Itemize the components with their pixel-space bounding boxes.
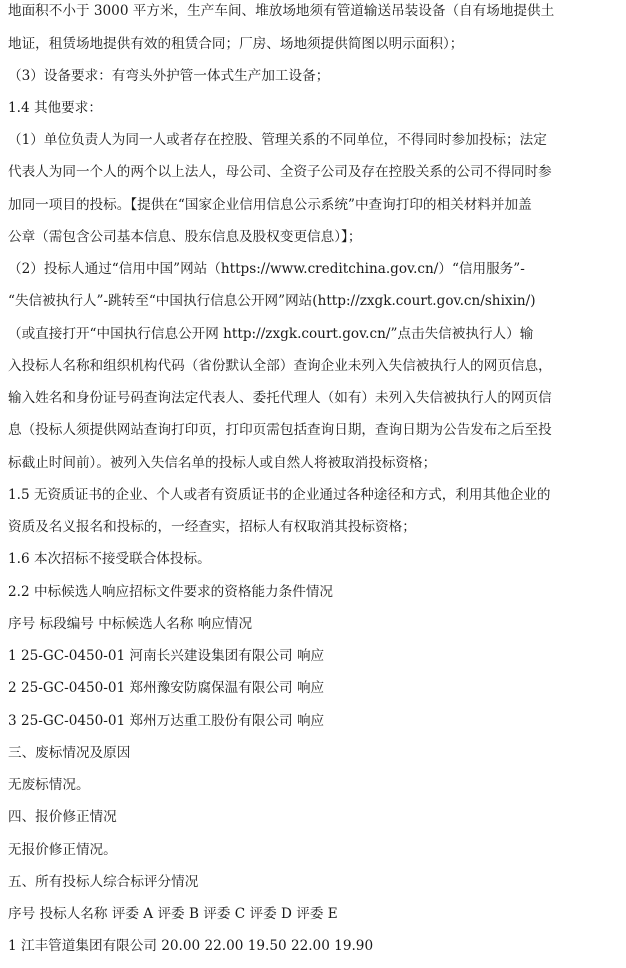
- text-line-6: 代表人为同一个人的两个以上法人，母公司、全资子公司及存在控股关系的公司不得同时参: [8, 164, 552, 180]
- text-line-2: 地证，租赁场地提供有效的租赁合同；厂房、场地须提供简图以明示面积）；: [8, 36, 464, 52]
- text-line-17: 资质及名义报名和投标的，一经查实，招标人有权取消其投标资格；: [8, 519, 416, 535]
- section-heading-4: 四、报价修正情况: [8, 809, 117, 825]
- candidate-row-3: 3 25-GC-0450-01 郑州万达重工股份有限公司 响应: [8, 713, 325, 729]
- candidate-row-1: 1 25-GC-0450-01 河南长兴建设集团有限公司 响应: [8, 648, 325, 664]
- text-line-3: （3）设备要求：有弯头外护管一体式生产加工设备；: [8, 68, 330, 84]
- text-line-14: 息（投标人须提供网站查询打印页，打印页需包括查询日期，查询日期为公告发布之后至投: [8, 422, 552, 438]
- section-heading-3: 三、废标情况及原因: [8, 745, 131, 761]
- text-line-12: 入投标人名称和组织机构代码（省份默认全部）查询企业未列入失信被执行人的网页信息，: [8, 358, 552, 374]
- text-line-9: （2）投标人通过“信用中国”网站（https://www.creditchina.gov.cn/）“信用服务”-: [8, 261, 525, 277]
- text-line-7: 加同一项目的投标。【提供在“国家企业信用信息公示系统”中查询打印的相关材料并加盖: [8, 197, 532, 213]
- text-no-rejected-bids: 无废标情况。: [8, 777, 90, 793]
- text-line-16: 1.5 无资质证书的企业、个人或者有资质证书的企业通过各种途径和方式，利用其他企业的: [8, 487, 551, 503]
- score-row-1: 1 江丰管道集团有限公司 20.00 22.00 19.50 22.00 19.90: [8, 938, 374, 954]
- text-line-11: （或直接打开“中国执行信息公开网 http://zxgk.court.gov.cn/”点击失信被执行人）输: [8, 326, 534, 342]
- text-line-5: （1）单位负责人为同一人或者存在控股、管理关系的不同单位，不得同时参加投标；法定: [8, 132, 547, 148]
- text-line-8: 公章（需包含公司基本信息、股东信息及股权变更信息）】；: [8, 229, 362, 245]
- text-line-10: “失信被执行人”-跳转至“中国执行信息公开网”网站(http://zxgk.court.gov.cn/shixin/): [8, 293, 536, 309]
- text-no-price-correction: 无报价修正情况。: [8, 842, 117, 858]
- section-heading-5: 五、所有投标人综合标评分情况: [8, 874, 199, 890]
- text-line-13: 输入姓名和身份证号码查询法定代表人、委托代理人（如有）未列入失信被执行人的网页信: [8, 390, 552, 406]
- score-table-header: 序号 投标人名称 评委 A 评委 B 评委 C 评委 D 评委 E: [8, 906, 338, 922]
- section-heading-2-2: 2.2 中标候选人响应招标文件要求的资格能力条件情况: [8, 584, 334, 600]
- text-line-1: 地面积不小于 3000 平方米，生产车间、堆放场地须有管道输送吊装设备（自有场地提供土: [8, 3, 555, 19]
- text-line-15: 标截止时间前）。被列入失信名单的投标人或自然人将被取消投标资格；: [8, 455, 437, 471]
- candidate-table-header: 序号 标段编号 中标候选人名称 响应情况: [8, 616, 253, 632]
- candidate-row-2: 2 25-GC-0450-01 郑州豫安防腐保温有限公司 响应: [8, 680, 325, 696]
- section-heading-1-4: 1.4 其他要求：: [8, 100, 102, 116]
- text-line-18: 1.6 本次招标不接受联合体投标。: [8, 551, 211, 567]
